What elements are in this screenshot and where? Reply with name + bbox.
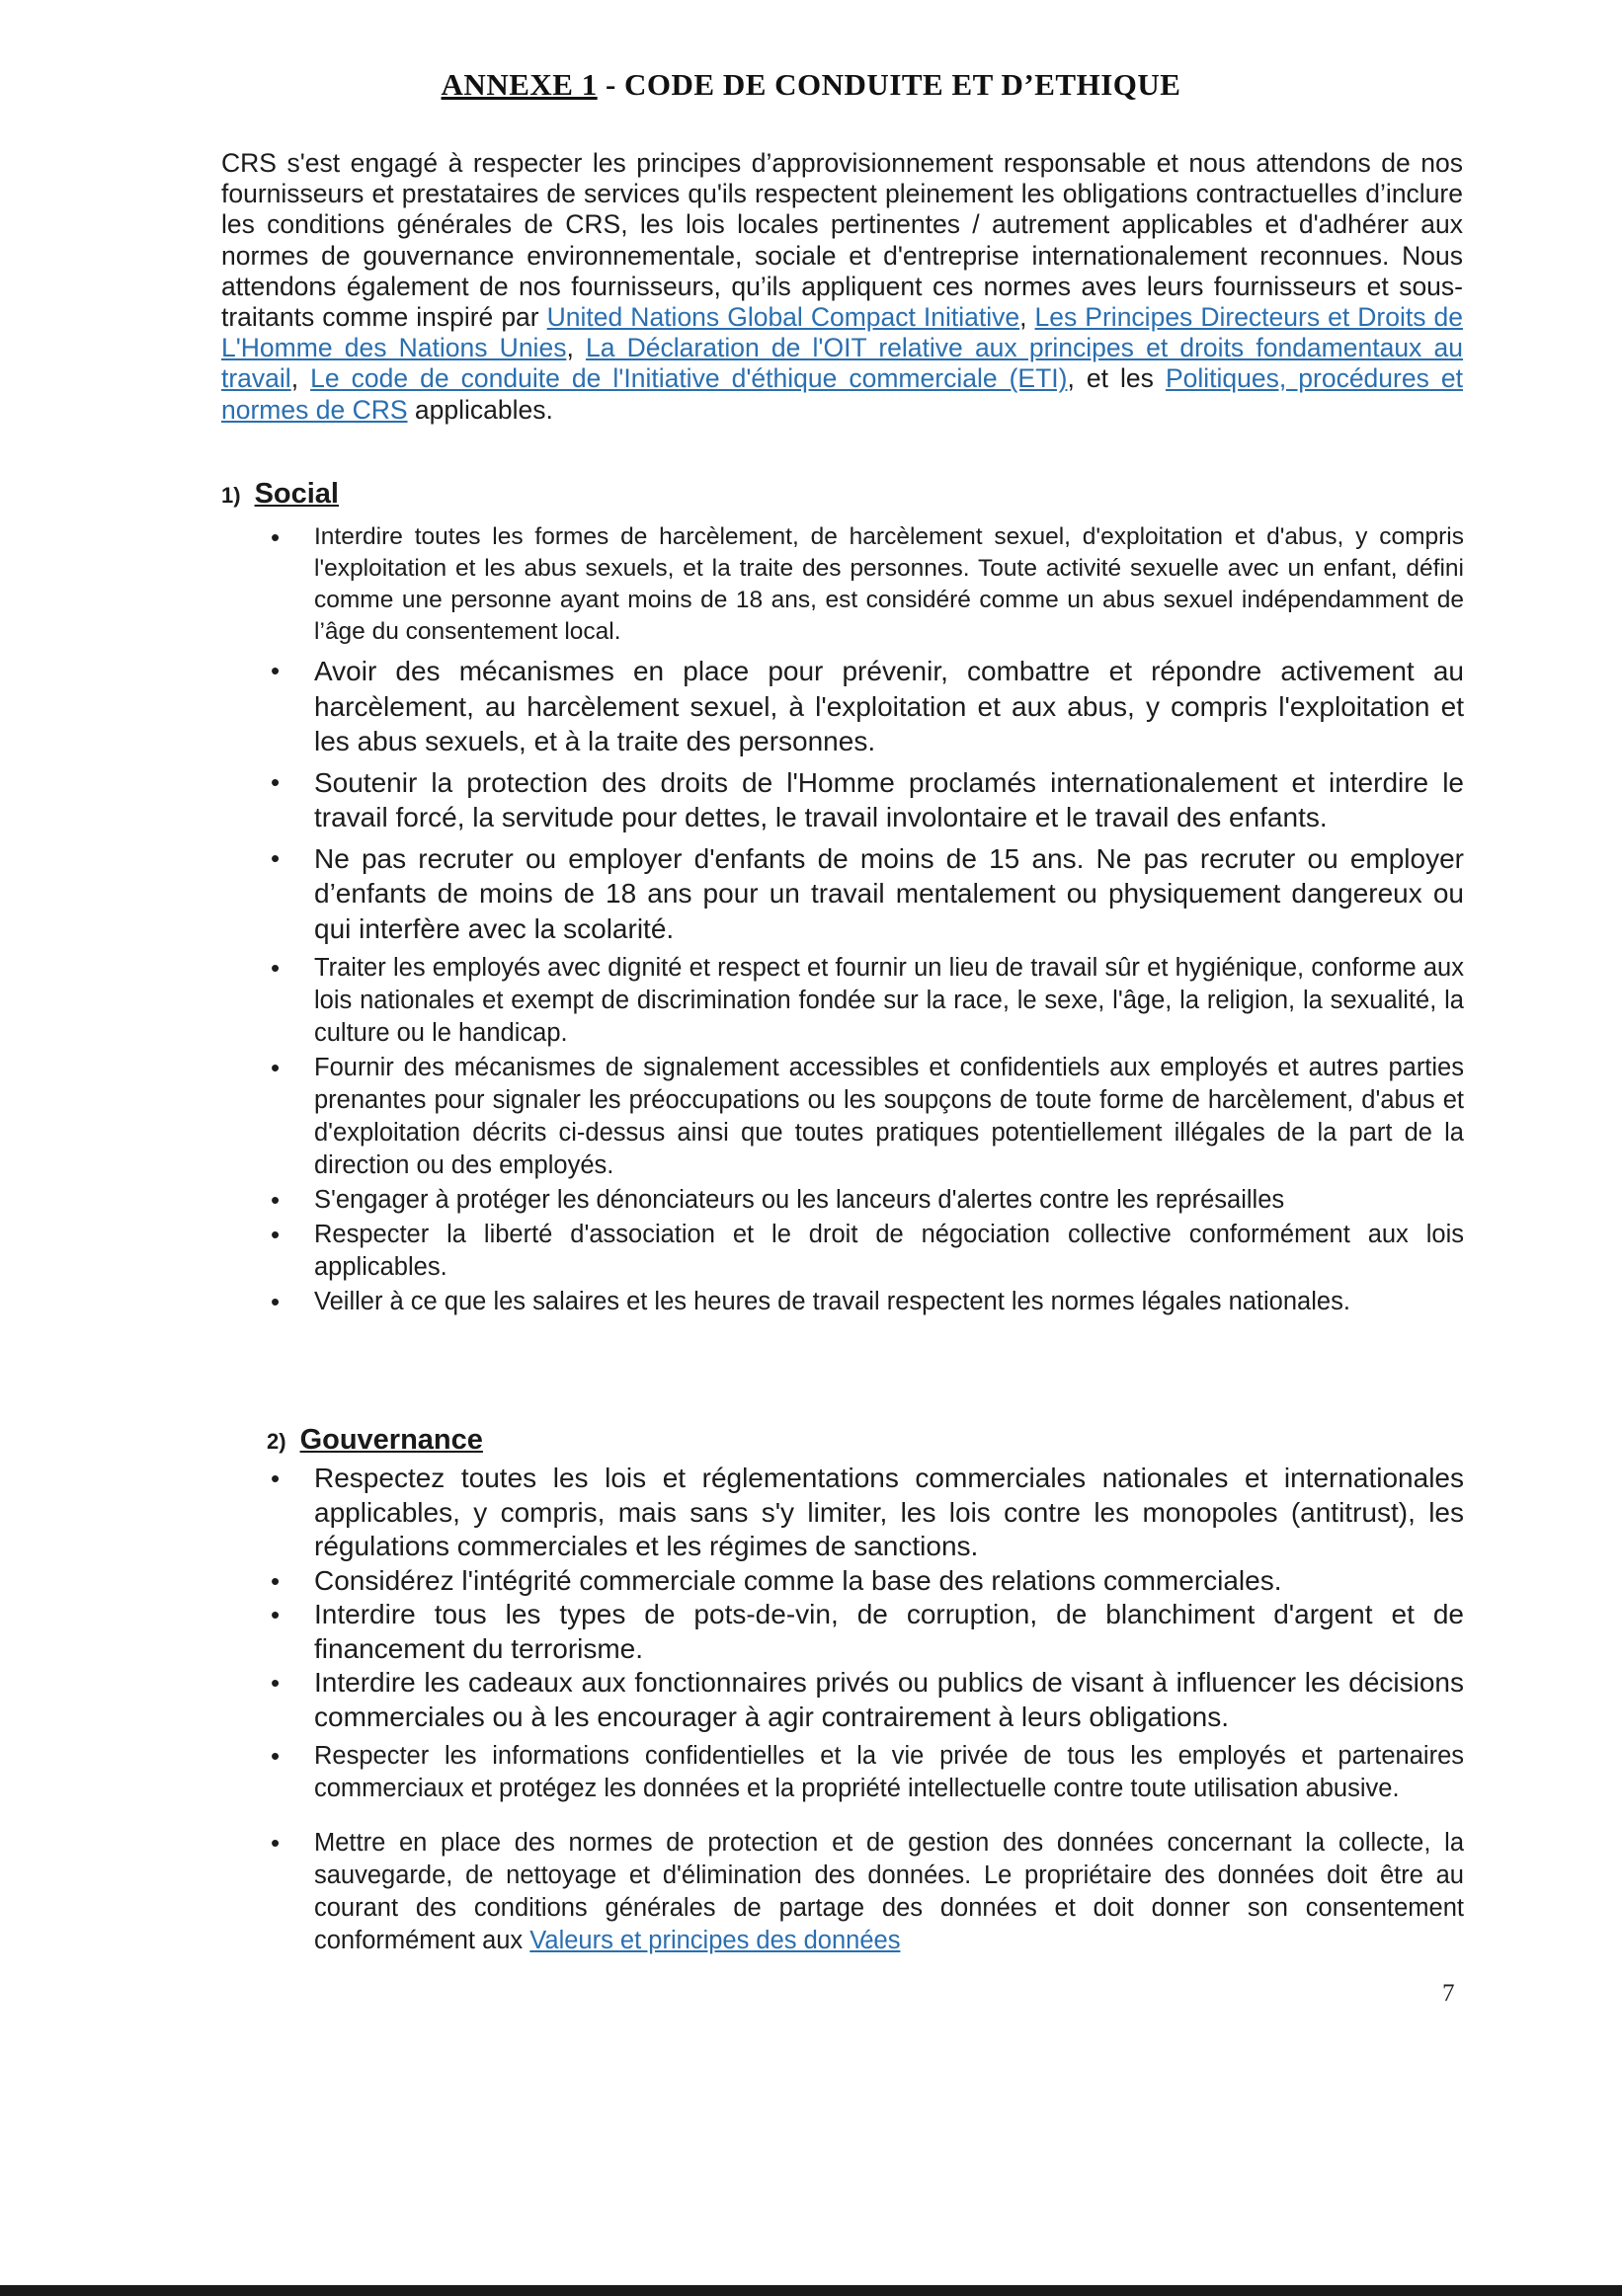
list-item: • Fournir des mécanismes de signalement accessibles et confidentiels aux employés et autres parties prenantes pour signaler les préoccupations ou les soupçons de toute forme de harcèlement, d'abus et d'exploitation décrits ci-dessus ainsi que toutes pratiques potentiellement illégales de la part de la direction ou des employés. [267,1052,1464,1182]
list-item: • S'engager à protéger les dénonciateurs ou les lanceurs d'alertes contre les représailles [267,1184,1464,1217]
link-eti-code[interactable]: Le code de conduite de l'Initiative d'éthique commerciale (ETI) [310,363,1068,394]
title-annex-subject: - CODE DE CONDUITE ET D’ETHIQUE [597,67,1181,102]
list-item: • Ne pas recruter ou employer d'enfants de moins de 15 ans. Ne pas recruter ou employer d’enfants de moins de 18 ans pour un travail mentalement ou physiquement dangereux ou qui interfère avec la scolarité. [267,841,1464,947]
social-list [267,521,1464,1320]
list-item: • Interdire toutes les formes de harcèlement, de harcèlement sexuel, d'exploitation et d'abus, y compris l'exploitation et les abus sexuels, et la traite des personnes. Toute activité sexuelle avec un enfant, défini comme une personne ayant moins de 18 ans, est considéré comme un abus sexuel indépendamment de l’âge du consentement local. [267,521,1464,648]
list-item [267,1827,1464,1957]
list-item: • Interdire tous les types de pots-de-vin, de corruption, de blanchiment d'argent et de financement du terrorisme. [267,1598,1464,1666]
list-item: • Avoir des mécanismes en place pour prévenir, combattre et répondre activement au harcèlement, au harcèlement sexuel, à l'exploitation et aux abus, y compris l'exploitation et les abus sexuels, et à la traite des personnes. [267,654,1464,759]
link-data-values-principles[interactable]: Valeurs et principes des données [529,1927,901,1954]
list-item: • Respectez toutes les lois et réglementations commerciales nationales et internationales applicables, y compris, mais sans s'y limiter, les lois contre les monopoles (antitrust), les régulations commerciales et les régimes de sanctions. [267,1462,1464,1564]
section-number: 2) [267,1429,286,1454]
section-title: Social [254,478,339,510]
list-item: • Respecter la liberté d'association et le droit de négociation collective conformément aux lois applicables. [267,1219,1464,1284]
title-annex-label: ANNEXE 1 [441,67,598,102]
section-heading-social [221,478,339,511]
list-item-text: Mettre en place des normes de protection et de gestion des données concernant la collecte, la sauvegarde, de nettoyage et d'élimination des données. Le propriétaire des données doit être au courant des conditions générales de partage des données et doit donner son consentement conformément aux [314,1829,1464,1954]
scan-bottom-border [0,2285,1622,2296]
intro-text: CRS s'est engagé à respecter les principes d’approvisionnement responsable et nous attendons de nos fournisseurs et prestataires de services qu'ils respectent pleinement les obligations contractuelles d’inclure les conditions générales de CRS, les lois locales pertinentes / autrement applicables et d'adhérer aux normes de gouvernance environnementale, sociale et d'entreprise internationalement reconnues. Nous attendons également de nos fournisseurs, qu’ils appliquent ces normes aves leurs fournisseurs et sous-traitants comme inspiré par [221,148,1463,333]
intro-paragraph [221,148,1463,426]
intro-separator: , [1019,302,1035,333]
list-item: • Veiller à ce que les salaires et les heures de travail respectent les normes légales nationales. [267,1286,1464,1318]
list-item: • Traiter les employés avec dignité et respect et fournir un lieu de travail sûr et hygiénique, conforme aux lois nationales et exempt de discrimination fondée sur la race, le sexe, l'âge, la religion, la sexualité, la culture ou le handicap. [267,952,1464,1050]
link-un-guiding-principles[interactable]: Les Principes Directeurs et Droits de L'Homme des Nations Unies [221,302,1463,363]
list-item: • Respecter les informations confidentielles et la vie privée de tous les employés et partenaires commerciaux et protégez les données et la propriété intellectuelle contre toute utilisation abusive. [267,1740,1464,1805]
intro-separator: , [290,363,311,394]
page-number: 7 [1442,1980,1455,2007]
governance-list [267,1462,1464,1957]
intro-text-end: applicables. [407,394,553,425]
link-un-global-compact[interactable]: United Nations Global Compact Initiative [546,302,1020,333]
link-crs-policies[interactable]: Politiques, procédures et normes de CRS [221,363,1463,425]
list-item: • Soutenir la protection des droits de l'Homme proclamés internationalement et interdire le travail forcé, la servitude pour dettes, le travail involontaire et le travail des enfants. [267,765,1464,835]
page-title [0,67,1622,103]
link-ilo-declaration[interactable]: La Déclaration de l'OIT relative aux principes et droits fondamentaux au travail [221,333,1463,394]
intro-separator: , et les [1067,363,1166,394]
list-item: • Considérez l'intégrité commerciale comme la base des relations commerciales. [267,1564,1464,1599]
list-item: • Interdire les cadeaux aux fonctionnaires privés ou publics de visant à influencer les décisions commerciales ou à les encourager à agir contrairement à leurs obligations. [267,1666,1464,1734]
section-heading-governance [267,1424,483,1457]
intro-separator: , [566,333,586,363]
section-title: Gouvernance [299,1424,483,1456]
section-number: 1) [221,483,241,508]
